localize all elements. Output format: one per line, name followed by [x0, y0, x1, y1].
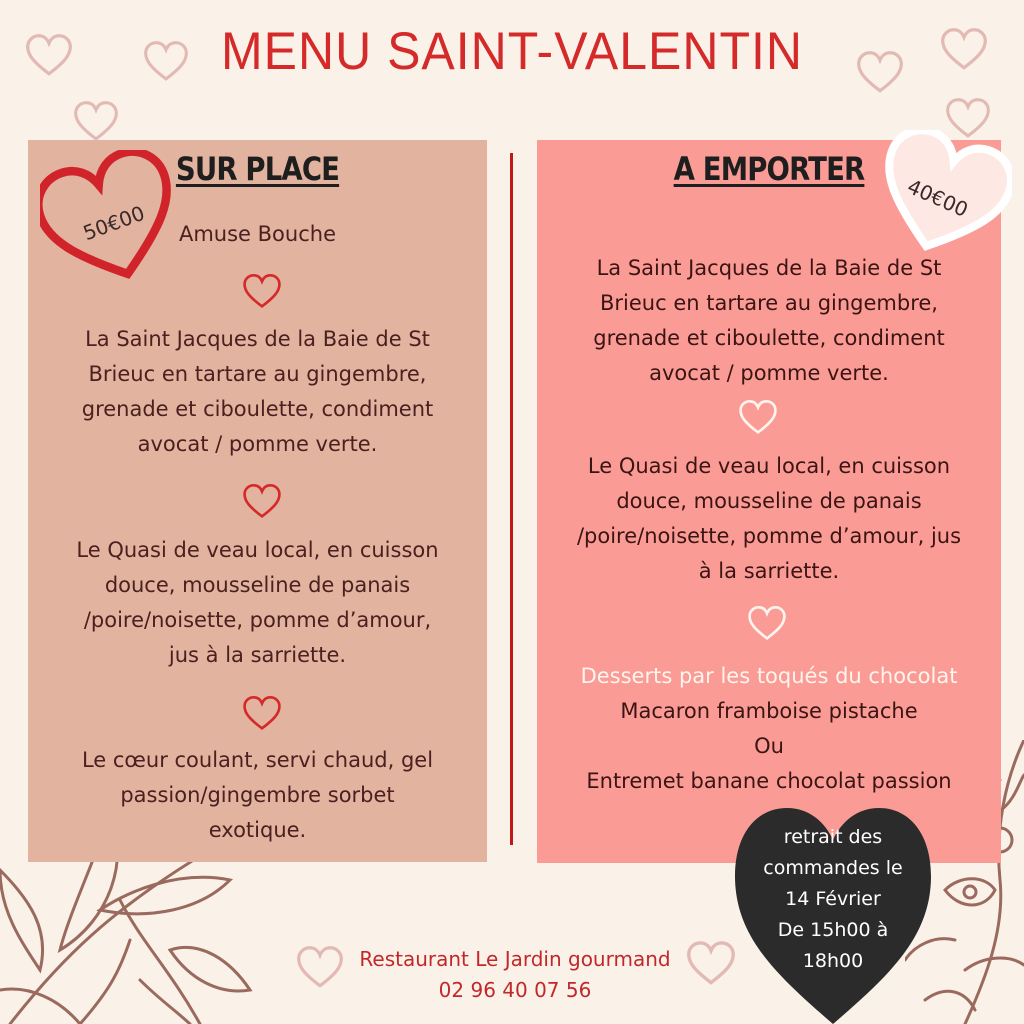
heart-outline-icon	[143, 40, 189, 82]
heart-outline-icon	[242, 273, 282, 309]
heart-outline-icon	[296, 945, 344, 989]
sur-place-price: 50€00	[79, 200, 148, 246]
heart-outline-icon	[738, 399, 778, 435]
heart-outline-icon	[686, 940, 736, 986]
page-title: MENU SAINT-VALENTIN	[220, 21, 804, 81]
heart-outline-icon	[25, 33, 73, 77]
menu-item-saint-jacques: La Saint Jacques de la Baie de St Brieuc en tartare au gingembre, grenade et ciboulette, condiment avocat / pomme verte.	[81, 327, 434, 456]
sur-place-heading: SUR PLACE	[175, 150, 340, 188]
menu-item-saint-jacques: La Saint Jacques de la Baie de St Brieuc en tartare au gingembre, grenade et ciboulette, condiment avocat / pomme verte.	[593, 256, 945, 385]
menu-item-desserts-heading: Desserts par les toqués du chocolat	[580, 664, 958, 688]
menu-item-amuse-bouche: Amuse Bouche	[178, 222, 336, 246]
menu-item-quasi-de-veau: Le Quasi de veau local, en cuisson douce, mousseline de panais /poire/noisette, pomme d’amour, jus à la sarriette.	[576, 454, 962, 583]
a-emporter-price: 40€00	[903, 174, 972, 222]
menu-item-dessert: Le cœur coulant, servi chaud, gel passion/gingembre sorbet exotique.	[81, 748, 434, 842]
heart-outline-icon	[747, 605, 787, 641]
restaurant-name: Restaurant Le Jardin gourmand	[359, 947, 671, 971]
restaurant-phone[interactable]: 02 96 40 07 56	[438, 978, 592, 1002]
menu-item-quasi-de-veau: Le Quasi de veau local, en cuisson douce, mousseline de panais /poire/noisette, pomme d’amour, jus à la sarriette.	[76, 538, 439, 667]
column-divider	[510, 153, 513, 845]
heart-outline-icon	[242, 483, 282, 519]
heart-outline-icon	[73, 100, 119, 142]
menu-item-dessert-choices: Macaron framboise pistache Ou Entremet banane chocolat passion	[586, 699, 952, 793]
heart-outline-icon	[856, 50, 904, 94]
pickup-info: retrait des commandes le 14 Février De 15h00 à 18h00	[763, 826, 903, 972]
heart-outline-icon	[242, 695, 282, 731]
heart-outline-icon	[940, 27, 988, 71]
a-emporter-heading: A EMPORTER	[673, 150, 865, 188]
